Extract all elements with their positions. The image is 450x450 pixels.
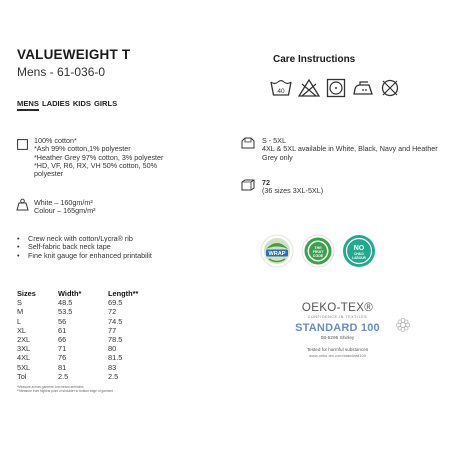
table-row <box>17 335 158 344</box>
cell-length: 78.5 <box>108 334 123 344</box>
no-dry-clean-icon <box>380 78 400 98</box>
oeko-standard: STANDARD 100 <box>295 322 380 334</box>
oeko-tested: Tested for harmful substances <box>306 347 369 352</box>
pack-count: 72 <box>262 178 270 187</box>
cell-width: 76 <box>58 353 67 363</box>
svg-text:FRUIT: FRUIT <box>312 250 324 254</box>
tab-ladies[interactable]: LADIES <box>41 99 70 108</box>
wrap-badge <box>260 234 294 273</box>
iron-icon <box>352 78 374 98</box>
product-code: Mens - 61-036-0 <box>17 65 106 79</box>
table-row <box>17 372 158 381</box>
tumble-dry-icon <box>326 78 346 98</box>
table-header <box>17 289 158 298</box>
cell-length: 83 <box>108 362 117 372</box>
cell-width: 2.5 <box>58 371 69 381</box>
composition-line: *Heather Grey 97% cotton, 3% polyester <box>34 152 164 162</box>
feature-item: • Self-fabric back neck tape <box>17 243 152 251</box>
table-row <box>17 344 158 353</box>
oeko-title: OEKO-TEX® <box>301 301 374 314</box>
fabric-icon <box>17 137 28 155</box>
table-row <box>17 326 158 335</box>
cell-size: S <box>17 298 22 308</box>
size-table <box>17 289 158 381</box>
column-header: Length** <box>108 289 139 298</box>
weight-white: White – 160gm/m² <box>34 198 93 207</box>
footnote: **Measure from highest point of shoulder to bottom edge of garment <box>17 389 114 393</box>
no-child-labour-badge <box>342 234 376 273</box>
svg-text:CHILD: CHILD <box>354 252 364 256</box>
oeko-flower-icon <box>395 317 411 338</box>
care-title: Care Instructions <box>273 54 356 65</box>
cell-width: 61 <box>58 325 67 335</box>
feature-item: • Fine knit gauge for enhanced printabilit <box>17 252 152 260</box>
cell-size: XL <box>17 325 27 335</box>
size-info <box>262 137 442 162</box>
size-range-icon <box>241 136 255 154</box>
no-bleach-icon <box>298 78 320 98</box>
certification-badges <box>260 234 376 273</box>
svg-text:40: 40 <box>277 88 285 95</box>
oeko-url: www.oeko-tex.com/standard100 <box>309 353 366 358</box>
cell-width: 56 <box>58 316 67 326</box>
tab-girls[interactable]: GIRLS <box>93 99 118 108</box>
cell-width: 48.5 <box>58 298 73 308</box>
cell-length: 69.5 <box>108 298 123 308</box>
composition <box>34 137 234 178</box>
cell-length: 72 <box>108 307 117 317</box>
cell-width: 53.5 <box>58 307 73 317</box>
cell-size: Tol <box>17 371 27 381</box>
weight-icon <box>16 198 29 216</box>
composition-line: 100% cotton* <box>34 136 77 145</box>
care-icons <box>270 78 400 98</box>
composition-line: polyester <box>34 169 64 179</box>
cell-size: 2XL <box>17 334 31 344</box>
composition-line: *HD, VF, R6, RX, VH 50% cotton, 50% <box>34 160 158 170</box>
table-row <box>17 353 158 362</box>
fruit-code-badge <box>301 234 335 273</box>
cell-size: 3XL <box>17 344 31 354</box>
cell-size: 4XL <box>17 353 31 363</box>
size-note: 4XL & 5XL available in White, Black, Navy and Heather Grey only <box>262 144 438 162</box>
tab-mens[interactable]: MENS <box>17 99 39 111</box>
table-row <box>17 298 158 307</box>
category-tabs <box>17 99 117 111</box>
table-row <box>17 317 158 326</box>
table-row <box>17 307 158 316</box>
column-header: Width* <box>58 289 82 298</box>
cell-length: 74.5 <box>108 316 123 326</box>
svg-text:THE: THE <box>314 246 322 250</box>
svg-text:WRAP: WRAP <box>268 251 286 257</box>
product-title: VALUEWEIGHT T <box>17 47 131 62</box>
pack-box-icon <box>241 178 255 196</box>
cell-width: 71 <box>58 344 67 354</box>
feature-list <box>17 235 152 260</box>
wash-40-icon <box>270 78 292 98</box>
cell-length: 81.5 <box>108 353 123 363</box>
fabric-weight <box>34 199 96 216</box>
weight-colour: Colour – 165gm/m² <box>34 206 96 216</box>
cell-length: 80 <box>108 344 117 354</box>
oeko-tex-label <box>270 301 405 358</box>
cell-size: L <box>17 316 22 326</box>
svg-text:NO: NO <box>353 245 365 252</box>
size-range: S - 5XL <box>262 136 286 145</box>
svg-text:CODE: CODE <box>312 254 324 258</box>
tab-kids[interactable]: KIDS <box>72 99 91 108</box>
cell-width: 81 <box>58 362 67 372</box>
oeko-subtitle: CONFIDENCE IN TEXTILES <box>307 315 368 319</box>
cell-size: M <box>17 307 24 317</box>
pack-note: (36 sizes 3XL-5XL) <box>262 186 324 196</box>
svg-text:LABOUR: LABOUR <box>352 256 366 260</box>
feature-item: • Crew neck with cotton/Lycra® rib <box>17 235 152 243</box>
pack-info <box>262 179 323 196</box>
oeko-number: 08-5295 Shirley <box>320 336 355 341</box>
composition-line: *Ash 99% cotton,1% polyester <box>34 144 131 154</box>
table-footnotes <box>17 385 113 393</box>
cell-length: 2.5 <box>108 371 119 381</box>
cell-size: 5XL <box>17 362 31 372</box>
table-row <box>17 363 158 372</box>
cell-length: 77 <box>108 325 117 335</box>
footnote: *Measure across garment 1cm below armholes <box>17 385 84 389</box>
cell-width: 66 <box>58 334 67 344</box>
column-header: Sizes <box>17 289 36 298</box>
